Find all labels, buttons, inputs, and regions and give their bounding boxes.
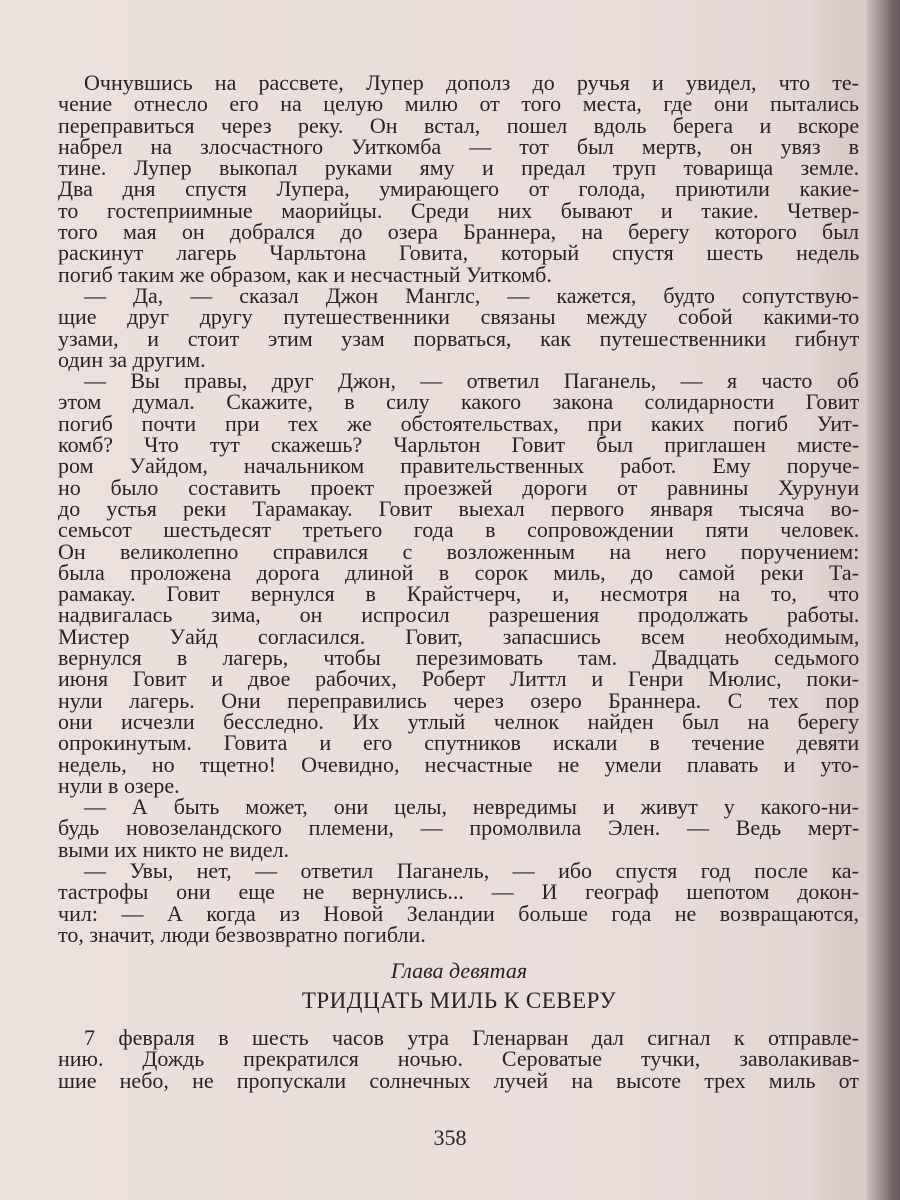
- text-line: переправиться через реку. Он встал, пошел вдоль берега и вскоре: [58, 112, 860, 138]
- text-line: нию. Дождь прекратился ночью. Сероватые тучки, заволакивав-: [58, 1046, 860, 1072]
- chapter-text: [58, 1027, 860, 1091]
- text-line: выми их никто не видел.: [58, 836, 290, 862]
- text-line: узами, и стоит этим узам порваться, как путешественники гибнут: [58, 325, 860, 351]
- text-line: Мистер Уайд согласился. Говит, запасшись всем необходимым,: [58, 623, 860, 649]
- text-line: была проложена дорога длиной в сорок миль, до самой реки Та-: [58, 559, 859, 585]
- text-line: недель, но тщетно! Очевидно, несчастные не умели плавать и уто-: [58, 751, 860, 777]
- text-line: рамакау. Говит вернулся в Крайстчерч, и, несмотря на то, что: [58, 581, 860, 607]
- chapter-title: ТРИДЦАТЬ МИЛЬ К СЕВЕРУ: [301, 988, 617, 1013]
- paragraph: [58, 72, 860, 285]
- paragraph: [58, 796, 860, 860]
- text-line: погиб почти при тех же обстоятельствах, при каких погиб Уит-: [58, 410, 860, 436]
- text-line: вернулся в лагерь, чтобы перезимовать там. Двадцать седьмого: [58, 645, 860, 671]
- paragraph: [58, 370, 860, 796]
- text-line: — Да, — сказал Джон Манглс, — кажется, будто сопутствую-: [84, 282, 860, 308]
- text-line: нули лагерь. Они переправились через озеро Браннера. С тех пор: [58, 687, 860, 713]
- text-line: — Увы, нет, — ответил Паганель, — ибо спустя год после ка-: [84, 857, 859, 883]
- chapter-number: Глава девятая: [390, 958, 528, 983]
- text-line: Два дня спустя Лупера, умирающего от голода, приютили какие-: [58, 176, 860, 202]
- text-line: до устья реки Тарамакау. Говит выехал первого января тысяча во-: [58, 495, 860, 521]
- text-line: этом думал. Скажите, в силу какого закона солидарности Говит: [58, 389, 860, 415]
- text-line: ром Уайдом, начальником правительственных работ. Ему поруче-: [58, 453, 860, 479]
- text-line: погиб таким же образом, как и несчастный Уиткомб.: [58, 261, 552, 287]
- text-line: тине. Лупер выкопал руками яму и предал труп товарища земле.: [58, 155, 860, 181]
- text-line: июня Говит и двое рабочих, Роберт Литтл и Генри Мюлис, поки-: [58, 666, 859, 692]
- text-line: 7 февраля в шесть часов утра Гленарван дал сигнал к отправле-: [84, 1025, 859, 1050]
- text-line: — Вы правы, друг Джон, — ответил Паганель, — я часто об: [84, 368, 859, 394]
- text-line: надвигалась зима, он испросил разрешения продолжать работы.: [58, 602, 860, 628]
- page-gutter-shadow: [866, 0, 900, 1200]
- page-number: 358: [433, 1125, 467, 1150]
- text-line: шие небо, не пропускали солнечных лучей на высоте трех миль от: [58, 1067, 859, 1093]
- text-line: то, значит, люди безвозвратно погибли.: [58, 921, 426, 947]
- text-line: один за другим.: [58, 346, 206, 372]
- text-line: — А быть может, они целы, невредимы и живут у какого-ни-: [84, 794, 859, 820]
- text-line: того мая он добрался до озера Браннера, на берегу которого был: [58, 219, 859, 245]
- text-line: раскинут лагерь Чарльтона Говита, который спустя шесть недель: [58, 240, 860, 266]
- paragraph: [58, 857, 860, 947]
- body-text: [58, 72, 860, 945]
- text-line: чил: — А когда из Новой Зеландии больше года не возвращаются,: [58, 900, 859, 926]
- paragraph: [58, 282, 860, 372]
- text-line: Он великолепно справился с возложенным на него поручением:: [58, 538, 860, 564]
- text-line: комб? Что тут скажешь? Чарльтон Говит был приглашен мисте-: [58, 432, 860, 458]
- text-line: щие друг другу путешественники связаны между собой какими-то: [58, 304, 860, 330]
- paragraph: [58, 1027, 860, 1091]
- text-line: они исчезли бесследно. Их утлый челнок найден был на берегу: [58, 708, 860, 734]
- text-line: то гостеприимные маорийцы. Среди них бывают и такие. Четвер-: [58, 197, 860, 223]
- text-line: семьсот шестьдесят третьего года в сопровождении пяти человек.: [58, 517, 860, 543]
- text-line: нули в озере.: [58, 772, 180, 798]
- text-line: чение отнесло его на целую милю от того места, где они пытались: [58, 91, 859, 117]
- text-line: тастрофы они еще не вернулись... — И географ шепотом докон-: [58, 879, 860, 905]
- text-line: Очнувшись на рассвете, Лупер дополз до ручья и увидел, что те-: [84, 70, 859, 95]
- text-line: набрел на злосчастного Уиткомба — тот был мертв, он увяз в: [58, 133, 859, 159]
- text-line: но было составить проект проезжей дороги от равнины Хурунуи: [58, 474, 860, 500]
- text-line: опрокинутым. Говита и его спутников искали в течение девяти: [58, 730, 860, 756]
- text-line: будь новозеландского племени, — промолвила Элен. — Ведь мерт-: [58, 815, 860, 841]
